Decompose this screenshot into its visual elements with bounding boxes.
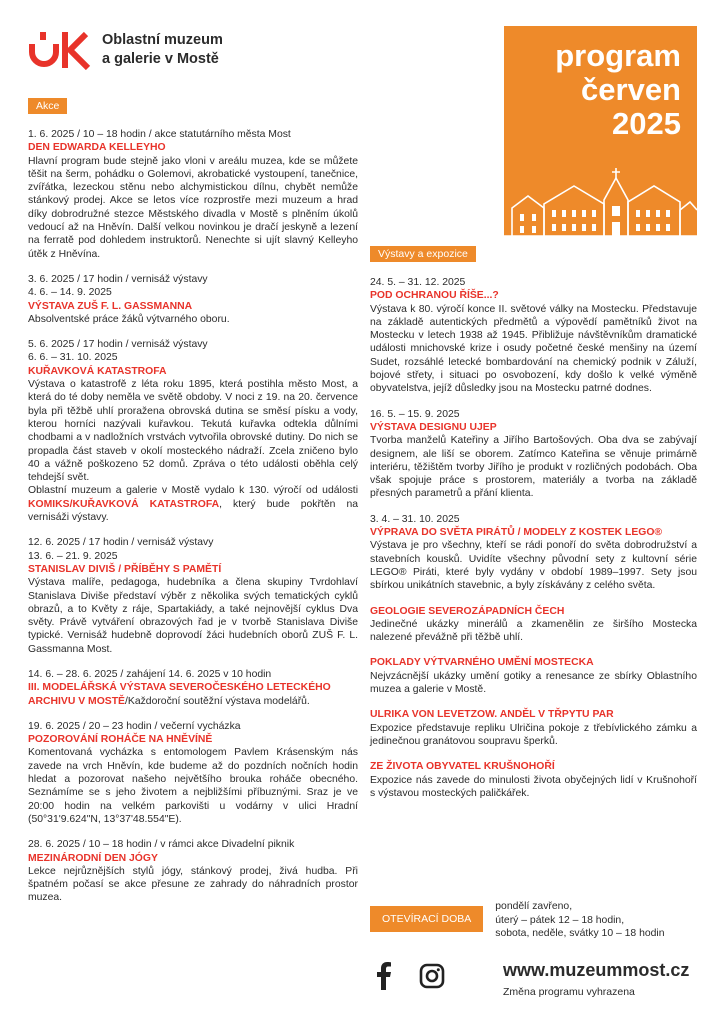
exhibit-5 xyxy=(370,656,697,696)
event-text: Komentovaná vycházka s entomologem Pavlem Krásenským nás zavede na vrch Hněvín, kde budeme až do pozdních nočních hodin hledat a pozorovat našeho největšího brouka roháče obecného. Seznámíme se s jeho životem a nejbližšími příbuznými. Sraz je ve 20:00 hodin na velkém parkovišti u vodárny v ulici Hradní (50°31'9.624"N, 13°37'48.554"E). xyxy=(28,747,358,825)
exhibit-text: Expozice nás zavede do minulosti života obyčejných lidí v Krušnohoří s výstavou mosteckých paličkářek. xyxy=(370,774,697,799)
hours-line2: úterý – pátek 12 – 18 hodin, xyxy=(495,914,625,926)
exhibit-text: Jedinečné ukázky minerálů a zkamenělin ze širšího Mostecka nalezené převážně při těžbě uhlí. xyxy=(370,618,697,644)
hours-line1: pondělí zavřeno, xyxy=(495,901,573,912)
event-meta: 19. 6. 2025 / 20 – 23 hodin / večerní vycházka xyxy=(28,720,241,732)
program-box xyxy=(504,26,697,236)
event-title: III. MODELÁŘSKÁ VÝSTAVA SEVEROČESKÉHO LETECKÉHO ARCHIVU V MOSTĚ xyxy=(28,682,331,707)
tag-akce: Akce xyxy=(28,98,67,114)
exhibit-text: Tvorba manželů Kateřiny a Jiřího Bartošových. Oba dva se zabývají designem, ale liší se oborem. Zatímco Kateřina se věnuje primárně interiéru, těžištěm tvorby Jiřího je produkt v rozličných podobách. Oba však spojuje práce s prostorem, materiály a tvorba na základě přesných parametrů a přání klienta. xyxy=(370,435,697,500)
logo-text xyxy=(102,31,223,69)
exhibit-6 xyxy=(370,708,697,748)
event-meta: 28. 6. 2025 / 10 – 18 hodin / v rámci akce Divadelní piknik xyxy=(28,839,295,851)
event-dates: 13. 6. – 21. 9. 2025 xyxy=(28,550,118,562)
logo-mark xyxy=(28,30,92,70)
opening-hours xyxy=(370,900,665,941)
exhibit-title: POD OCHRANOU ŘÍŠE...? xyxy=(370,290,499,302)
event-title: DEN EDWARDA KELLEYHO xyxy=(28,142,166,154)
museum-building-illustration xyxy=(504,156,697,236)
exhibit-text: Výstava je pro všechny, kteří se rádi ponoří do světa dobrodružství a stavebních kousků. Uvidíte všechny původní sety z kultovní série LEGO® Piráti, které byly vydány v období 1989–1997. Sety jsou sbírkou unikátních stavebnic, a byly získávány z celého světa. xyxy=(370,540,697,592)
event-text-2a: Oblastní muzeum a galerie v Mostě vydalo k 130. výročí od události xyxy=(28,485,358,497)
facebook-icon[interactable] xyxy=(370,962,398,990)
left-column xyxy=(28,128,358,917)
event-meta: 3. 6. 2025 / 17 hodin / vernisáž výstavy xyxy=(28,273,208,285)
exhibit-meta: 24. 5. – 31. 12. 2025 xyxy=(370,277,466,288)
event-3 xyxy=(28,338,358,524)
exhibit-meta: 16. 5. – 15. 9. 2025 xyxy=(370,408,460,420)
social-links xyxy=(370,962,466,990)
event-2 xyxy=(28,273,358,326)
exhibit-text: Výstava k 80. výročí konce II. světové války na Mostecku. Představuje na základě autentických předmětů a výpovědí pamětníků život na Mostecku v letech 1938 až 1945. Přibližuje návštěvníkům dramatické události mnichovské krize i osudy početné české menšiny na území Sudet, rozsáhlé letecké bombardování na chemický podnik v Záluží, bojové střety, i situaci po osvobození, kdy došlo k velké výměně obyvatelstva, jejíž důsledky jsou na Mostecku patrné dodnes. xyxy=(370,303,697,395)
exhibit-text: Nejvzácnější ukázky umění gotiky a renesance ze sbírky Oblastního muzea a galerie v Mostě. xyxy=(370,670,697,696)
exhibit-3 xyxy=(370,513,697,593)
event-meta: 5. 6. 2025 / 17 hodin / vernisáž výstavy xyxy=(28,339,208,351)
exhibit-title: ZE ŽIVOTA OBYVATEL KRUŠNOHOŘÍ xyxy=(370,761,555,773)
event-text: Výstava malíře, pedagoga, hudebníka a člena skupiny Tvrdohlaví Stanislava Diviše představí výběr z několika svých tematických cyklů obrazů, a to Květy z ráje, Spartakiády, a také nejnovější cyklus Dva světy. Právě vytváření obrazových řad je v tvorbě Stanislava Diviše typické. Vernisáž hudebně doprovodí žáci hudebních oborů ZUŠ F. L. Gassmanna Most. xyxy=(28,577,358,655)
event-title: MEZINÁRODNÍ DEN JÓGY xyxy=(28,852,158,864)
tag-vystavy: Výstavy a expozice xyxy=(370,246,476,262)
right-column xyxy=(370,276,697,812)
event-text-2b: KOMIKS/KUŘAVKOVÁ KATASTROFA xyxy=(28,498,220,510)
event-text-2 xyxy=(28,484,358,524)
logo-line1: Oblastní muzeum xyxy=(102,32,223,48)
exhibit-4 xyxy=(370,605,697,645)
event-meta: 14. 6. – 28. 6. 2025 / zahájení 14. 6. 2025 v 10 hodin xyxy=(28,668,272,680)
event-dates: 6. 6. – 31. 10. 2025 xyxy=(28,352,118,364)
event-text: Lekce nejrůznějších stylů jógy, stánkový prodej, živá hudba. Při špatném počasí se akce přesune ze zahrady do náhradních prostor muzea. xyxy=(28,865,358,904)
event-7 xyxy=(28,838,358,904)
event-1 xyxy=(28,128,358,261)
opening-hours-label: OTEVÍRACÍ DOBA xyxy=(370,906,483,932)
exhibit-title: ULRIKA VON LEVETZOW. ANDĚL V TŘPYTU PAR xyxy=(370,709,614,721)
event-6 xyxy=(28,720,358,826)
opening-hours-text xyxy=(495,900,664,941)
event-text: Absolventské práce žáků výtvarného oboru. xyxy=(28,313,230,325)
website-link[interactable]: www.muzeummost.cz xyxy=(503,960,690,980)
exhibit-7 xyxy=(370,760,697,800)
event-text: Hlavní program bude stejně jako vloni v areálu muzea, kde se můžete těšit na šerm, pohádku o Golemovi, akrobatické vystoupení, tanečnice, zvířátka, lezeckou stěnu nebo alchymistickou dílnu, chybět nemůže stánkový prodej. Akce se letos více rozprostře mezi muzeum a hrad díky dobrodružné stezce Městského divadla v Mostě s plněním úkolů vedoucí až na Hněvín. Další velkou novinkou je dračí jeskyně a lezení na ferratě pod dohledem instruktorů. Nenechte si ujít slavný Kelleyho útěk z Hněvína. xyxy=(28,155,358,260)
exhibit-title: GEOLOGIE SEVEROZÁPADNÍCH ČECH xyxy=(370,605,565,617)
event-4 xyxy=(28,536,358,656)
hours-line3: sobota, neděle, svátky 10 – 18 hodin xyxy=(495,928,665,939)
instagram-icon[interactable] xyxy=(418,962,446,990)
exhibit-title: VÝSTAVA DESIGNU UJEP xyxy=(370,421,497,433)
logo-line2: a galerie v Mostě xyxy=(102,51,219,67)
event-title: VÝSTAVA ZUŠ F. L. GASSMANNA xyxy=(28,300,193,312)
event-title: STANISLAV DIVIŠ / PŘÍBĚHY S PAMĚTÍ xyxy=(28,563,222,575)
event-text: Výstava o katastrofě z léta roku 1895, která postihla město Most, a která do té doby neměla ve světě obdoby. V noci z 19. na 20. července byla při těžbě uhlí proražena obrovská dutina se směsí písku a vody, kterou horníci nazývali kuřavkou. Tekutá kuřavka odtekla důlními chodbami a v nadložních vrstvách vytvořila obrovské dutiny. Do nich se propadla část staveb v okolí mosteckého nádraží. Zcela zničeno bylo 40 a vážně poškozeno 52 domů. Zpráva o této události oběhla celý tehdejší svět. xyxy=(28,379,358,484)
event-meta: 12. 6. 2025 / 17 hodin / vernisáž výstavy xyxy=(28,537,214,549)
exhibit-1 xyxy=(370,276,697,396)
exhibit-meta: 3. 4. – 31. 10. 2025 xyxy=(370,513,460,525)
event-title: KUŘAVKOVÁ KATASTROFA xyxy=(28,365,167,377)
exhibit-2 xyxy=(370,408,697,501)
exhibit-text: Expozice představuje repliku Ulričina pokoje z třebívlického zámku a jedinečnou granátovou soupravu šperků. xyxy=(370,722,697,747)
event-5 xyxy=(28,668,358,708)
logo xyxy=(28,30,223,70)
event-dates: 4. 6. – 14. 9. 2025 xyxy=(28,287,112,299)
event-meta: 1. 6. 2025 / 10 – 18 hodin / akce statutárního města Most xyxy=(28,129,291,140)
exhibit-title: POKLADY VÝTVARNÉHO UMĚNÍ MOSTECKA xyxy=(370,657,594,669)
event-title-line xyxy=(28,681,358,708)
footer-note: Změna programu vyhrazena xyxy=(503,986,635,998)
event-text-2c: , který bude pokřtěn na vernisáži výstavy. xyxy=(28,498,358,524)
event-title: POZOROVÁNÍ ROHÁČE NA HNĚVÍNĚ xyxy=(28,734,213,746)
program-line2: červen xyxy=(581,72,681,107)
event-title-suffix: /Každoroční soutěžní výstava modelářů. xyxy=(125,695,310,707)
program-line1: program xyxy=(555,38,681,73)
exhibit-title: VÝPRAVA DO SVĚTA PIRÁTŮ / MODELY Z KOSTEK LEGO® xyxy=(370,527,663,539)
program-line3: 2025 xyxy=(612,106,681,141)
